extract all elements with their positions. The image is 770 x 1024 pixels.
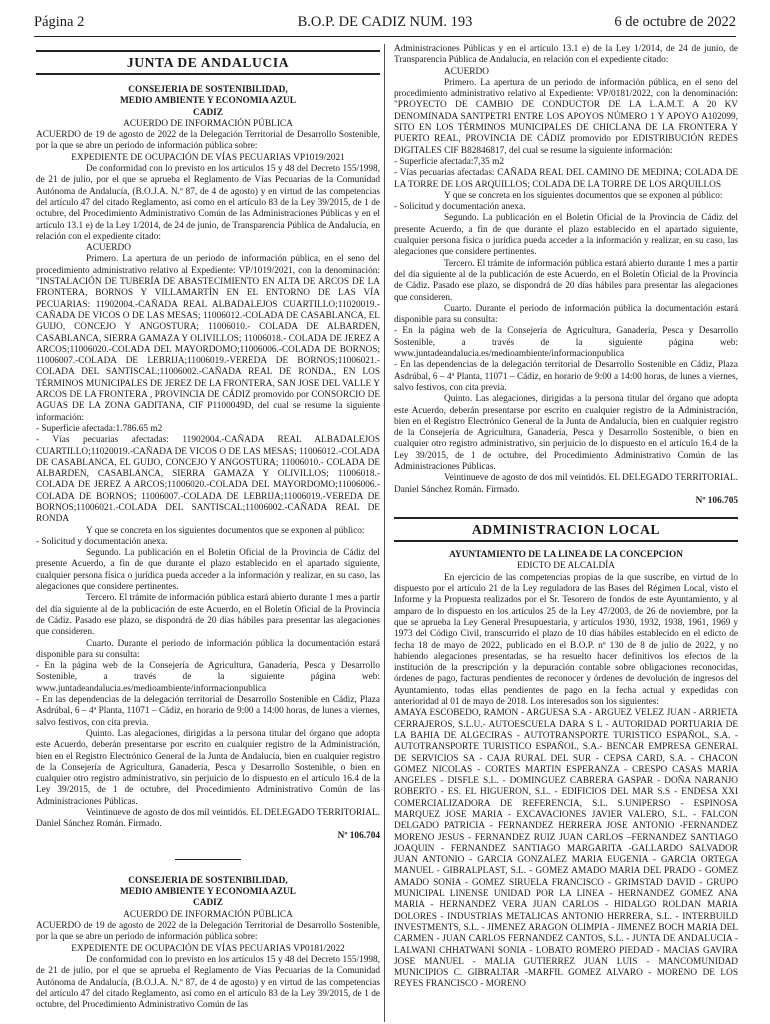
notice-org-line: MEDIO AMBIENTE Y ECONOMIA AZUL (120, 887, 296, 898)
notice-paragraph: Administraciones Públicas y en el artículo 13.1 e) de la Ley 1/2014, de 24 de junio, de Transparencia Pública de Andalucía, en relación con el expediente citado: (394, 44, 738, 66)
notice-heading: ACUERDO DE INFORMACIÓN PÚBLICA (123, 118, 293, 129)
notice-paragraph: - Solicitud y documentación anexa. (394, 202, 526, 213)
notice-signature: Veintinueve de agosto de dos mil veintidós. EL DELEGADO TERRITORIAL. Daniel Sánchez Román. Firmado. (36, 808, 380, 830)
notice-acuerdo: ACUERDO (444, 66, 489, 77)
notice-paragraph: De conformidad con lo previsto en los artículos 15 y 48 del Decreto 155/1998, de 21 de julio, por el que se aprueba el Reglamento de Vías Pecuarias de la Comunidad Autónoma de Andalucía, (B.O.J.A. N.º 87, de 4 de agosto) y en virtud de las competencias del artículo 47 del citado Reglamento, así como en el artículo 83 de la Ley 39/2015, de 1 de octubre, del Procedimiento Administrativo Común de las (36, 954, 380, 1011)
notice-signature: Veintinueve de agosto de dos mil veintidós. EL DELEGADO TERRITORIAL. Daniel Sánchez Román. Firmado. (394, 473, 738, 495)
notice-paragraph: - En las dependencias de la delegación territorial de Desarrollo Sostenible en Cádiz, Plaza Asdrúbal, 6 – 4ª Planta, 11071 – Cádiz, en horario de 9:00 a 14:00 horas, de lunes a viernes, salvo festivos, con cita previa. (36, 695, 380, 728)
notice-paragraph: - Superficie afectada:7,35 m2 (394, 156, 504, 167)
notice-heading: EDICTO DE ALCALDÍA (517, 561, 615, 572)
notice-paragraph: Y que se concreta en los siguientes documentos que se exponen al público: (444, 190, 723, 201)
notice-paragraph: Quinto. Las alegaciones, dirigidas a la persona titular del órgano que adopta este Acuerdo, deberán presentarse por escrito en cualquier registro de la Administración, bien en el Registro Electrónico General de la Junta de Andalucía, bien en cualquier registro de la Consejería de Agricultura, Ganadería, Pesca y Desarrollo Sostenible, o bien en cualquier otro registro administrativo, sin perjuicio de lo dispuesto en el artículo 16.4 de la Ley 39/2015, de 1 de octubre, del Procedimiento Administrativo Común de las Administraciones Públicas. (36, 728, 380, 807)
notice-paragraph: Segundo. La publicación en el Boletín Oficial de la Provincia de Cádiz del presente Acuerdo, a fin de que durante el plazo establecido en el apartado siguiente, cualquier persona física o jurídica pueda acceder a la información y realizar, en su caso, las alegaciones que considere pertinentes. (36, 548, 380, 593)
notice-paragraph: Tercero. El trámite de información pública estará abierto durante 1 mes a partir del día siguiente al de la publicación de este Acuerdo, en el Boletín Oficial de la Provincia de Cádiz. Pasado ese plazo, se dispondrá de 20 días hábiles para presentar las alegaciones que consideren. (36, 593, 380, 638)
notice-org-line: CADIZ (193, 107, 223, 118)
notice-paragraph: - Superficie afectada:1.786.65 m2 (36, 423, 163, 434)
publication-date: 6 de octubre de 2022 (614, 14, 736, 30)
page-number: Página 2 (34, 14, 85, 30)
notice-paragraph: - En la página web de la Consejería de Agricultura, Ganadería, Pesca y Desarrollo Sostenible, a través de la siguiente página web: www.juntadeandalucia.es/medioambiente/informacionpublica (394, 326, 738, 360)
notice-paragraph: En ejercicio de las competencias propias de la que suscribe, en virtud de lo dispuesto por el artículo 21 de la Ley reguladora de las Bases del Régimen Local, visto el Informe y la Propuesta realizados por el Sr. Tesorero de fondos de este Ayuntamiento, y al amparo de lo dispuesto en los artículos 25 de la Ley 47/2003, de 26 de noviembre, por la que se aprueba la Ley General Presupuestaria, y artículos 1930, 1932, 1938, 1961, 1969 y 1973 del Código Civil, transcurrido el plazo de 10 días hábiles establecido en el edicto de fecha 18 de mayo de 2022, publicado en el B.O.P. nº 130 de 8 de julio de 2022, y no habiendo alegaciones presentadas, se ha resuelto hacer definitivos los efectos de la institución de la prescripción y la depuración contable sobre obligaciones reconocidas, órdenes de pago, facturas pendientes de reconocer y órdenes de devolución de ingresos del Ayuntamiento, todas ellas pendientes de pago en la fecha actual y expedidas con anterioridad al 01 de mayo de 2018. Los interesados son los siguientes: (394, 572, 738, 708)
notice-paragraph: Y que se concreta en los siguientes documentos que se exponen al público: (86, 525, 365, 536)
notice-paragraph: - Vías pecuarias afectadas: 11902004.-CAÑADA REAL ALBADALEJOS CUARTILLO;11020019.-CAÑADA DE VICOS O DE LAS MESAS; 11006012.-COLADA DE CASABLANCA, EL GUIJO, CONCEJO Y ANGOSTURA; 11006010.- COLADA DE ALBARDEN, CASABLANCA, SIERRA GAMAZA Y OLIVILLOS; 11006018.- COLADA DE JEREZ A ARCOS;11006020.-COLADA DEL MAYORDOMO;11006006.-COLADA DE BORNOS; 11006007.-COLADA DE LEBRIJA;11006019.-VEREDA DE BORNOS;11006021.-COLADA DEL SANTISCAL;11006002.-CAÑADA REAL DE RONDA (36, 435, 380, 525)
notice-interested-list: AMAYA ESCOBEDO, RAMON - ARGUESA S.A - ARGUEZ VELEZ JUAN - ARRIETA CERRAJEROS, S.L.U.- AUTOESCUELA DARA S L - AUTORIDAD PORTUARIA DE LA BAHIA DE ALGECIRAS - AUTOTRANSPORTE TURISTICO ESPAÑOL, S.A. - AUTOTRANSPORTE TURISTICO ESPAÑOL, S.A.- BENCAR EMPRESA GENERAL DE SERVICIOS SA - CAJA RURAL DEL SUR - CEPSA CARD, S.A. - CHACON GOMEZ NICOLAS - CORTES MARTIN ESPERANZA - CRESPO CASAS MARIA ANGELES - DISFLE S.L. - DOMINGUEZ CABRERA GASPAR - DOÑA NARANJO ROBERTO - ES. EL HIGUERON, S.L. - EDIFICIOS DEL MAR S.S - ENDESA XXI COMERCIALIZADORA DE REFERENCIA, S.L. S.UNIPERSO - ESPINOSA MARQUEZ JOSE MARIA - EXCAVACIONES JAVIER VALERO, S.L. - FALCON DELGADO PATRICIA - FERNANDEZ HERRERA JOSE ANTONIO -FERNANDEZ MORENO JESUS - FERNANDEZ RUIZ JUAN CARLOS –FERNANDEZ SANTIAGO JOAQUIN - FERNANDEZ SANTIAGO MARGARITA -GALLARDO SALVADOR JUAN ANTONIO - GARCIA GONZALEZ MARIA EUGENIA - GARCIA ORTEGA MANUEL - GIBRALPLAST, S.L. - GOMEZ AMADO MARIA DEL PRADO - GOMEZ AMADO SONIA - GOMEZ SIRUELA FRANCISCO - GRIMSTAD DAVID - GRUPO MUNICIPAL LINENSE UNIDAD POR LA LINEA - HERNANDEZ GOMEZ ANA MARIA - HERNANDEZ VERA JUAN CARLOS - HIDALGO ROLDAN MARIA DOLORES - INDUSTRIAS METALICAS ANTONIO HERRERA, S.L. - INTERBUILD INVESTMENTS, S.L. - JIMENEZ ARAGON OLIMPIA - JIMENEZ BOCH MARIA DEL CARMEN - JUAN CARLOS FERNANDEZ CANTOS, S.L. - JUNTA DE ANDALUCIA - LALWANI CHHATWANI SONIA - LOBATO ROMERO PIEDAD - MACIAS GAVIRA JOSE MANUEL - MALIA GUTIERREZ JUAN LUIS - MANCOMUNIDAD MUNICIPIOS C. GIBRALTAR -MARFIL GOMEZ ALVARO - MORENO DE LOS REYES FRANCISCO - MORENO (394, 708, 738, 990)
notice-org-line: MEDIO AMBIENTE Y ECONOMIA AZUL (120, 96, 296, 107)
notice-paragraph: ACUERDO de 19 de agosto de 2022 de la Delegación Territorial de Desarrollo Sostenible, por la que se abre un periodo de información pública sobre: (36, 921, 380, 943)
section-rule-top (394, 517, 738, 519)
notice-acuerdo: ACUERDO (86, 243, 131, 254)
notice-vp1019 (36, 85, 380, 842)
notice-paragraph: Cuarto. Durante el periodo de información pública la documentación estará disponible para su consulta: (394, 303, 738, 326)
section-title-junta: JUNTA DE ANDALUCIA (126, 55, 290, 70)
right-column (394, 44, 738, 1024)
notice-org-line: CONSEJERIA DE SOSTENIBILIDAD, (128, 875, 288, 886)
notice-paragraph: - Vías pecuarias afectadas: CAÑADA REAL DEL CAMINO DE MEDINA; COLADA DE LA TORRE DE LOS ARQUILLOS; COLADA DE LA TORRE DE LOS ARQUILLOS (394, 168, 738, 190)
notice-paragraph: Quinto. Las alegaciones, dirigidas a la persona titular del órgano que adopta este Acuerdo, deberán presentarse por escrito en cualquier registro de la Administración, bien en el Registro Electrónico General de la Junta de Andalucía, bien en cualquier registro de la Consejería de Agricultura, Ganadería, Pesca y Desarrollo Sostenible, o bien en cualquier otro registro administrativo, sin perjuicio de lo dispuesto en el artículo 16.4 de la Ley 39/2015, de 1 de octubre, del Procedimiento Administrativo Común de las Administraciones Públicas. (394, 394, 738, 472)
header-rule (34, 36, 736, 37)
left-column (36, 44, 380, 1024)
notice-heading: ACUERDO DE INFORMACIÓN PÚBLICA (123, 909, 293, 920)
notice-org-line: AYUNTAMIENTO DE LA LINEA DE LA CONCEPCION (449, 550, 683, 561)
notice-number: Nº 106.705 (695, 495, 738, 506)
notice-paragraph: Segundo. La publicación en el Boletín Oficial de la Provincia de Cádiz del presente Acuerdo, a fin de que durante el plazo establecido en el apartado siguiente, cualquier persona física o jurídica pueda acceder a la información y realizar, en su caso, las alegaciones que considere pertinentes. (394, 213, 738, 258)
notice-paragraph: - Solicitud y documentación anexa. (36, 536, 168, 547)
notice-paragraph: Cuarto. Durante el periodo de información pública la documentación estará disponible para su consulta: (36, 638, 380, 660)
notice-paragraph: - En las dependencias de la delegación territorial de Desarrollo Sostenible en Cádiz, Plaza Asdrúbal, 6 – 4ª Planta, 11071 – Cádiz, en horario de 9:00 a 14:00 horas, de lunes a viernes, salvo festivos, con cita previa. (394, 360, 738, 393)
notice-number: Nº 106.704 (337, 830, 380, 841)
notice-separator (36, 850, 380, 868)
notice-vp0181-start (36, 876, 380, 1012)
notice-la-linea (394, 550, 738, 991)
section-title-admin-local: ADMINISTRACION LOCAL (471, 522, 661, 538)
notice-expediente: EXPEDIENTE DE OCUPACIÓN DE VÍAS PECUARIAS VP0181/2022 (71, 943, 345, 954)
notice-paragraph: Primero. La apertura de un periodo de información pública, en el seno del procedimiento administrativo relativo al Expediente: VP/1019/2021, con la denominación: "INSTALACIÓN DE TUBERÍA DE ABASTECIMIENTO EN ALTA DE ARCOS DE LA FRONTERA, BORNOS Y VILLAMARTÍN EN EL ENTORNO DE LAS VÍA PECUARIAS: 11902004.-CAÑADA REAL ALBADALEJOS CUARTILLO;11020019.-CAÑADA DE VICOS O DE LAS MESAS; 11006012.-COLADA DE CASABLANCA, EL GUIJO, CONCEJO Y ANGOSTURA; 11006010.- COLADA DE ALBARDEN, CASABLANCA, SIERRA GAMAZA Y OLIVILLOS; 11006018.- COLADA DE JEREZ A ARCOS;11006020.-COLADA DEL MAYORDOMO;11006006.-COLADA DE BORNOS; 11006007.-COLADA DE LEBRIJA;11006019.-VEREDA DE BORNOS;11006021.-COLADA DEL SANTISCAL;11006002.-CAÑADA REAL DE RONDA., EN LOS TÉRMINOS MUNICIPALES DE JEREZ DE LA FRONTERA, SAN JOSE DEL VALLE Y ARCOS DE LA FRONTERA , PROVINCIA DE CÁDIZ promovido por CONSORCIO DE AGUAS DE LA ZONA GADITANA, CIF P1100049D, del cual se resume la siguiente información: (36, 254, 380, 423)
notice-org-line: CADIZ (193, 898, 223, 909)
notice-org-line: CONSEJERIA DE SOSTENIBILIDAD, (128, 85, 288, 95)
notice-paragraph: ACUERDO de 19 de agosto de 2022 de la Delegación Territorial de Desarrollo Sostenible, por la que se abre un periodo de información pública sobre: (36, 130, 380, 152)
notice-paragraph: - En la página web de la Consejería de Agricultura, Ganadería, Pesca y Desarrollo Sostenible, a través de la siguiente página web: www.juntadeandalucia.es/medioambiente/informacionpublica (36, 661, 380, 694)
notice-expediente: EXPEDIENTE DE OCUPACIÓN DE VÍAS PECUARIAS VP1019/2021 (71, 152, 345, 163)
notice-paragraph: Tercero. El trámite de información pública estará abierto durante 1 mes a partir del día siguiente al de la publicación de este Acuerdo, en el Boletín Oficial de la Provincia de Cádiz. Pasado ese plazo, se dispondrá de 20 días hábiles para presentar las alegaciones que consideren. (394, 258, 738, 303)
page-header (34, 12, 736, 34)
notice-paragraph: Primero. La apertura de un periodo de información pública, en el seno del procedimiento administrativo relativo al Expediente: VP/0181/2022, con la denominación: "PROYECTO DE CAMBIO DE CONDUCTOR DE LA L.A.M.T. A 20 KV DENOMINADA SANTPETRI ENTRE LOS APOYOS NÚMERO 1 Y APOYO A102099, SITO EN LOS TÉRMINOS MUNICIPALES DE CHICLANA DE LA FRONTERA Y PUERTO REAL, PROVINCIA DE CÁDIZ promovido por EDISTRIBUCIÓN REDES DIGITALES CIF B82846817, del cual se resume la siguiente información: (394, 77, 738, 156)
section-rule-top (36, 50, 380, 52)
publication-title: B.O.P. DE CADIZ NUM. 193 (297, 14, 473, 30)
notice-paragraph: De conformidad con lo previsto en los artículos 15 y 48 del Decreto 155/1998, de 21 de julio, por el que se aprueba el Reglamento de Vías Pecuarias de la Comunidad Autónoma de Andalucía, (B.O.J.A. N.º 87, de 4 de agosto) y en virtud de las competencias del artículo 47 del citado Reglamento, así como en el artículo 83 de la Ley 39/2015, de 1 de octubre, del Procedimiento Administrativo Común de las Administraciones Públicas y en el artículo 13.1 e) de la Ley 1/2014, de 24 de junio, de Transparencia Pública de Andalucía, en relación con el expediente citado: (36, 164, 380, 242)
column-divider (384, 44, 385, 1022)
